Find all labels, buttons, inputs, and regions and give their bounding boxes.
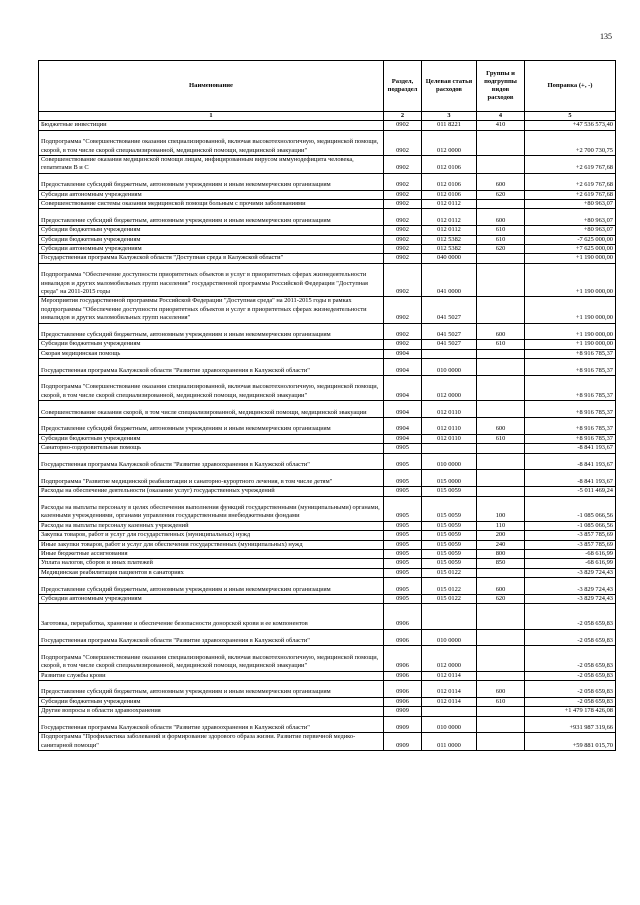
row-name-cell: Другие вопросы в области здравоохранения bbox=[39, 707, 384, 716]
row-type-cell bbox=[477, 671, 525, 680]
row-section-cell: 0902 bbox=[384, 209, 422, 226]
row-section-cell: 0902 bbox=[384, 245, 422, 254]
row-target-cell: 015 0059 bbox=[422, 487, 477, 496]
row-target-cell: 012 0114 bbox=[422, 697, 477, 706]
row-section-cell: 0904 bbox=[384, 359, 422, 376]
row-name-cell: Предоставление субсидий бюджетным, автономным учреждениям и иным некоммерческим организациям bbox=[39, 209, 384, 226]
row-amount-cell: +8 916 785,37 bbox=[525, 376, 616, 401]
row-name-cell: Иные бюджетные ассигнования bbox=[39, 550, 384, 559]
table-row bbox=[39, 173, 616, 190]
row-amount-cell: -2 058 659,83 bbox=[525, 646, 616, 671]
header-name: Наименование bbox=[39, 61, 384, 112]
row-name-cell: Санаторно-оздоровительная помощь bbox=[39, 444, 384, 453]
table-row bbox=[39, 681, 616, 698]
row-type-cell: 620 bbox=[477, 595, 525, 604]
row-target-cell: 012 0106 bbox=[422, 156, 477, 174]
row-name-cell: Закупка товаров, работ и услуг для государственных (муниципальных) нужд bbox=[39, 531, 384, 540]
row-type-cell: 600 bbox=[477, 418, 525, 435]
row-amount-cell: -2 058 659,83 bbox=[525, 604, 616, 629]
row-type-cell: 850 bbox=[477, 559, 525, 568]
row-target-cell: 012 0114 bbox=[422, 671, 477, 680]
row-amount-cell: +59 881 015,70 bbox=[525, 733, 616, 751]
row-name-cell: Совершенствование оказания медицинской помощи лицам, инфицированным вирусом иммунодефицита человека, гепатитами В и С bbox=[39, 156, 384, 174]
row-section-cell: 0902 bbox=[384, 254, 422, 263]
table-row bbox=[39, 487, 616, 496]
row-section-cell: 0902 bbox=[384, 235, 422, 244]
row-amount-cell: +8 916 785,37 bbox=[525, 349, 616, 358]
header-amendment: Поправка (+, -) bbox=[525, 61, 616, 112]
row-target-cell: 012 5382 bbox=[422, 245, 477, 254]
row-amount-cell: +80 963,07 bbox=[525, 209, 616, 226]
row-amount-cell: +2 619 767,68 bbox=[525, 173, 616, 190]
row-amount-cell: -8 841 193,67 bbox=[525, 444, 616, 453]
row-target-cell: 015 0059 bbox=[422, 540, 477, 549]
page-number: 135 bbox=[600, 32, 612, 41]
table-row bbox=[39, 697, 616, 706]
row-name-cell: Заготовка, переработка, хранение и обеспечение безопасности донорской крови и ее компонентов bbox=[39, 604, 384, 629]
column-number: 1 bbox=[39, 112, 384, 121]
row-section-cell: 0905 bbox=[384, 578, 422, 595]
row-name-cell: Мероприятия государственной программы Российской Федерации "Доступная среда" на 2011-2015 годы в рамках подпрограммы "Обеспечение доступности приоритетных объектов и услуг в приоритетных сферах жизнедеятельности инвалидов и других маломобильных групп населения" bbox=[39, 297, 384, 323]
row-name-cell: Скорая медицинская помощь bbox=[39, 349, 384, 358]
row-amount-cell: +1 190 000,00 bbox=[525, 263, 616, 297]
row-target-cell: 041 5027 bbox=[422, 340, 477, 349]
row-amount-cell: -7 625 000,00 bbox=[525, 235, 616, 244]
row-type-cell bbox=[477, 470, 525, 487]
table-row bbox=[39, 629, 616, 646]
row-target-cell: 012 0000 bbox=[422, 130, 477, 155]
row-target-cell: 010 0000 bbox=[422, 359, 477, 376]
row-target-cell bbox=[422, 349, 477, 358]
table-row bbox=[39, 453, 616, 470]
row-target-cell: 010 0000 bbox=[422, 453, 477, 470]
row-type-cell bbox=[477, 200, 525, 209]
table-row bbox=[39, 496, 616, 521]
row-section-cell: 0904 bbox=[384, 418, 422, 435]
row-name-cell: Предоставление субсидий бюджетным, автономным учреждениям и иным некоммерческим организациям bbox=[39, 681, 384, 698]
row-amount-cell: +8 916 785,37 bbox=[525, 418, 616, 435]
table-row bbox=[39, 156, 616, 174]
row-target-cell: 015 0059 bbox=[422, 531, 477, 540]
row-type-cell: 240 bbox=[477, 540, 525, 549]
row-amount-cell: +47 536 573,40 bbox=[525, 121, 616, 130]
row-type-cell: 800 bbox=[477, 550, 525, 559]
row-amount-cell: -2 058 659,83 bbox=[525, 681, 616, 698]
row-type-cell bbox=[477, 297, 525, 323]
row-target-cell bbox=[422, 604, 477, 629]
row-section-cell: 0902 bbox=[384, 226, 422, 235]
row-amount-cell: -1 085 066,56 bbox=[525, 496, 616, 521]
header-target: Целевая статья расходов bbox=[422, 61, 477, 112]
row-target-cell: 012 0110 bbox=[422, 401, 477, 418]
row-target-cell: 012 0000 bbox=[422, 646, 477, 671]
row-type-cell: 600 bbox=[477, 681, 525, 698]
row-target-cell: 011 0000 bbox=[422, 733, 477, 751]
row-amount-cell: +2 619 767,68 bbox=[525, 156, 616, 174]
row-name-cell: Предоставление субсидий бюджетным, автономным учреждениям и иным некоммерческим организациям bbox=[39, 323, 384, 340]
row-section-cell: 0909 bbox=[384, 716, 422, 733]
row-type-cell: 610 bbox=[477, 340, 525, 349]
row-section-cell: 0905 bbox=[384, 595, 422, 604]
row-type-cell bbox=[477, 130, 525, 155]
row-type-cell bbox=[477, 568, 525, 577]
row-target-cell bbox=[422, 444, 477, 453]
table-row bbox=[39, 521, 616, 530]
table-header-row bbox=[39, 61, 616, 112]
row-section-cell: 0909 bbox=[384, 733, 422, 751]
table-row bbox=[39, 595, 616, 604]
row-name-cell: Подпрограмма "Совершенствование оказания специализированной, включая высокотехнологичную, медицинской помощи, скорой, в том числе скорой специализированной, медицинской помощи, медицинской эвакуации" bbox=[39, 130, 384, 155]
row-name-cell: Подпрограмма "Профилактика заболеваний и формирование здорового образа жизни. Развитие первичной медико-санитарной помощи" bbox=[39, 733, 384, 751]
row-amount-cell: -68 616,99 bbox=[525, 559, 616, 568]
row-type-cell bbox=[477, 254, 525, 263]
row-amount-cell: +7 625 000,00 bbox=[525, 245, 616, 254]
table-row bbox=[39, 470, 616, 487]
row-section-cell: 0905 bbox=[384, 453, 422, 470]
table-row bbox=[39, 568, 616, 577]
table-row bbox=[39, 245, 616, 254]
row-amount-cell: +8 916 785,37 bbox=[525, 401, 616, 418]
row-section-cell: 0902 bbox=[384, 130, 422, 155]
row-name-cell: Государственная программа Калужской области "Развитие здравоохранения в Калужской области" bbox=[39, 359, 384, 376]
row-name-cell: Расходы на выплаты персоналу в целях обеспечения выполнения функций государственными (муниципальными) органами, казенными учреждениями, органами управления государственными внебюджетными фондами bbox=[39, 496, 384, 521]
table-row bbox=[39, 401, 616, 418]
row-section-cell: 0905 bbox=[384, 550, 422, 559]
row-amount-cell: -3 829 724,43 bbox=[525, 595, 616, 604]
row-type-cell: 610 bbox=[477, 235, 525, 244]
row-section-cell: 0905 bbox=[384, 559, 422, 568]
table-row bbox=[39, 550, 616, 559]
row-target-cell: 015 0000 bbox=[422, 470, 477, 487]
table-body bbox=[39, 121, 616, 751]
row-section-cell: 0902 bbox=[384, 263, 422, 297]
row-type-cell bbox=[477, 646, 525, 671]
row-name-cell: Государственная программа Калужской области "Доступная среда в Калужской области" bbox=[39, 254, 384, 263]
row-type-cell: 610 bbox=[477, 434, 525, 443]
row-type-cell bbox=[477, 376, 525, 401]
row-type-cell bbox=[477, 349, 525, 358]
row-target-cell: 012 0112 bbox=[422, 226, 477, 235]
table-row bbox=[39, 200, 616, 209]
row-section-cell: 0905 bbox=[384, 540, 422, 549]
row-section-cell: 0906 bbox=[384, 697, 422, 706]
row-section-cell: 0905 bbox=[384, 496, 422, 521]
row-target-cell: 010 0000 bbox=[422, 716, 477, 733]
row-section-cell: 0905 bbox=[384, 531, 422, 540]
row-target-cell: 015 0059 bbox=[422, 496, 477, 521]
row-type-cell: 200 bbox=[477, 531, 525, 540]
row-type-cell bbox=[477, 487, 525, 496]
table-row bbox=[39, 733, 616, 751]
row-target-cell: 012 5382 bbox=[422, 235, 477, 244]
row-amount-cell: -1 085 066,56 bbox=[525, 521, 616, 530]
row-amount-cell: -3 857 785,69 bbox=[525, 540, 616, 549]
row-type-cell bbox=[477, 401, 525, 418]
row-type-cell: 410 bbox=[477, 121, 525, 130]
table-row bbox=[39, 376, 616, 401]
row-name-cell: Развитие службы крови bbox=[39, 671, 384, 680]
row-target-cell: 015 0122 bbox=[422, 578, 477, 595]
row-section-cell: 0904 bbox=[384, 434, 422, 443]
row-target-cell bbox=[422, 707, 477, 716]
table-row bbox=[39, 235, 616, 244]
row-name-cell: Субсидии бюджетным учреждениям bbox=[39, 235, 384, 244]
row-name-cell: Иные закупки товаров, работ и услуг для обеспечения государственных (муниципальных) нужд bbox=[39, 540, 384, 549]
row-section-cell: 0904 bbox=[384, 349, 422, 358]
table-row bbox=[39, 359, 616, 376]
row-section-cell: 0902 bbox=[384, 190, 422, 199]
column-number-row bbox=[39, 112, 616, 121]
row-amount-cell: -5 011 469,24 bbox=[525, 487, 616, 496]
row-section-cell: 0905 bbox=[384, 470, 422, 487]
row-section-cell: 0902 bbox=[384, 173, 422, 190]
table-row bbox=[39, 418, 616, 435]
row-name-cell: Субсидии бюджетным учреждениям bbox=[39, 340, 384, 349]
row-amount-cell: +80 963,07 bbox=[525, 200, 616, 209]
row-type-cell bbox=[477, 453, 525, 470]
row-section-cell: 0906 bbox=[384, 681, 422, 698]
row-name-cell: Подпрограмма "Совершенствование оказания специализированной, включая высокотехнологичную, медицинской помощи, скорой, в том числе скорой специализированной, медицинской помощи, медицинской эвакуации" bbox=[39, 646, 384, 671]
table-row bbox=[39, 716, 616, 733]
table-row bbox=[39, 323, 616, 340]
row-section-cell: 0902 bbox=[384, 121, 422, 130]
row-amount-cell: -3 829 724,43 bbox=[525, 578, 616, 595]
row-amount-cell: +80 963,07 bbox=[525, 226, 616, 235]
row-section-cell: 0909 bbox=[384, 707, 422, 716]
row-type-cell: 600 bbox=[477, 173, 525, 190]
row-amount-cell: +1 479 178 426,08 bbox=[525, 707, 616, 716]
row-target-cell: 041 0000 bbox=[422, 263, 477, 297]
table-row bbox=[39, 297, 616, 323]
row-target-cell: 012 0114 bbox=[422, 681, 477, 698]
row-section-cell: 0904 bbox=[384, 376, 422, 401]
row-amount-cell: -2 058 659,83 bbox=[525, 697, 616, 706]
row-type-cell: 610 bbox=[477, 697, 525, 706]
row-section-cell: 0905 bbox=[384, 521, 422, 530]
table-row bbox=[39, 671, 616, 680]
row-amount-cell: -3 829 724,43 bbox=[525, 568, 616, 577]
row-target-cell: 041 5027 bbox=[422, 297, 477, 323]
row-amount-cell: +8 916 785,37 bbox=[525, 434, 616, 443]
row-type-cell bbox=[477, 629, 525, 646]
table-row bbox=[39, 707, 616, 716]
row-section-cell: 0905 bbox=[384, 444, 422, 453]
row-target-cell: 012 0110 bbox=[422, 418, 477, 435]
row-target-cell: 015 0059 bbox=[422, 559, 477, 568]
row-type-cell: 110 bbox=[477, 521, 525, 530]
row-target-cell: 012 0110 bbox=[422, 434, 477, 443]
table-row bbox=[39, 254, 616, 263]
table-row bbox=[39, 578, 616, 595]
row-type-cell bbox=[477, 156, 525, 174]
header-section: Раздел, подраздел bbox=[384, 61, 422, 112]
column-number: 2 bbox=[384, 112, 422, 121]
table-row bbox=[39, 209, 616, 226]
row-target-cell: 015 0059 bbox=[422, 550, 477, 559]
row-section-cell: 0904 bbox=[384, 401, 422, 418]
row-name-cell: Государственная программа Калужской области "Развитие здравоохранения в Калужской области" bbox=[39, 629, 384, 646]
row-type-cell bbox=[477, 716, 525, 733]
column-number: 4 bbox=[477, 112, 525, 121]
row-section-cell: 0902 bbox=[384, 156, 422, 174]
row-target-cell: 015 0122 bbox=[422, 568, 477, 577]
row-amount-cell: +8 916 785,37 bbox=[525, 359, 616, 376]
row-name-cell: Субсидии автономным учреждениям bbox=[39, 595, 384, 604]
row-target-cell: 012 0112 bbox=[422, 200, 477, 209]
row-type-cell bbox=[477, 604, 525, 629]
row-section-cell: 0906 bbox=[384, 604, 422, 629]
row-amount-cell: +1 190 000,00 bbox=[525, 340, 616, 349]
row-amount-cell: -3 857 785,69 bbox=[525, 531, 616, 540]
table-row bbox=[39, 121, 616, 130]
row-amount-cell: -8 841 193,67 bbox=[525, 453, 616, 470]
row-target-cell: 015 0122 bbox=[422, 595, 477, 604]
row-name-cell: Государственная программа Калужской области "Развитие здравоохранения в Калужской области" bbox=[39, 716, 384, 733]
row-target-cell: 012 0106 bbox=[422, 190, 477, 199]
row-section-cell: 0902 bbox=[384, 297, 422, 323]
row-type-cell: 610 bbox=[477, 226, 525, 235]
table-row bbox=[39, 190, 616, 199]
row-target-cell: 011 8221 bbox=[422, 121, 477, 130]
row-name-cell: Предоставление субсидий бюджетным, автономным учреждениям и иным некоммерческим организациям bbox=[39, 173, 384, 190]
table-row bbox=[39, 540, 616, 549]
row-section-cell: 0906 bbox=[384, 671, 422, 680]
row-name-cell: Расходы на обеспечение деятельности (оказание услуг) государственных учреждений bbox=[39, 487, 384, 496]
row-amount-cell: +1 190 000,00 bbox=[525, 254, 616, 263]
row-name-cell: Уплата налогов, сборов и иных платежей bbox=[39, 559, 384, 568]
row-type-cell bbox=[477, 444, 525, 453]
row-section-cell: 0902 bbox=[384, 323, 422, 340]
row-amount-cell: +2 619 767,68 bbox=[525, 190, 616, 199]
row-name-cell: Субсидии бюджетным учреждениям bbox=[39, 226, 384, 235]
table-row bbox=[39, 130, 616, 155]
row-section-cell: 0905 bbox=[384, 568, 422, 577]
header-groups: Группы и подгруппы видов расходов bbox=[477, 61, 525, 112]
row-type-cell bbox=[477, 359, 525, 376]
row-type-cell: 600 bbox=[477, 578, 525, 595]
row-target-cell: 012 0000 bbox=[422, 376, 477, 401]
row-type-cell: 620 bbox=[477, 245, 525, 254]
row-amount-cell: +2 700 730,75 bbox=[525, 130, 616, 155]
row-section-cell: 0905 bbox=[384, 487, 422, 496]
row-amount-cell: -68 616,99 bbox=[525, 550, 616, 559]
row-name-cell: Расходы на выплаты персоналу казенных учреждений bbox=[39, 521, 384, 530]
row-amount-cell: +1 190 000,00 bbox=[525, 297, 616, 323]
column-number: 5 bbox=[525, 112, 616, 121]
row-section-cell: 0906 bbox=[384, 629, 422, 646]
row-name-cell: Субсидии бюджетным учреждениям bbox=[39, 434, 384, 443]
table-row bbox=[39, 263, 616, 297]
row-type-cell: 100 bbox=[477, 496, 525, 521]
table-row bbox=[39, 226, 616, 235]
row-type-cell bbox=[477, 263, 525, 297]
row-amount-cell: -2 058 659,83 bbox=[525, 671, 616, 680]
row-target-cell: 041 5027 bbox=[422, 323, 477, 340]
row-amount-cell: -2 058 659,83 bbox=[525, 629, 616, 646]
row-target-cell: 012 0112 bbox=[422, 209, 477, 226]
table-row bbox=[39, 531, 616, 540]
row-name-cell: Подпрограмма "Развитие медицинской реабилитации и санаторно-курортного лечения, в том числе детям" bbox=[39, 470, 384, 487]
table-row bbox=[39, 349, 616, 358]
row-type-cell: 600 bbox=[477, 323, 525, 340]
row-type-cell bbox=[477, 733, 525, 751]
row-name-cell: Предоставление субсидий бюджетным, автономным учреждениям и иным некоммерческим организациям bbox=[39, 578, 384, 595]
row-name-cell: Бюджетные инвестиции bbox=[39, 121, 384, 130]
row-name-cell: Субсидии автономным учреждениям bbox=[39, 245, 384, 254]
row-type-cell: 620 bbox=[477, 190, 525, 199]
row-name-cell: Субсидии автономным учреждениям bbox=[39, 190, 384, 199]
row-section-cell: 0906 bbox=[384, 646, 422, 671]
table-row bbox=[39, 604, 616, 629]
row-target-cell: 015 0059 bbox=[422, 521, 477, 530]
row-name-cell: Медицинская реабилитация пациентов в санаториях bbox=[39, 568, 384, 577]
table-row bbox=[39, 434, 616, 443]
row-amount-cell: +1 190 000,00 bbox=[525, 323, 616, 340]
row-section-cell: 0902 bbox=[384, 200, 422, 209]
row-type-cell: 600 bbox=[477, 209, 525, 226]
budget-amendments-table bbox=[38, 60, 616, 751]
row-section-cell: 0902 bbox=[384, 340, 422, 349]
row-name-cell: Предоставление субсидий бюджетным, автономным учреждениям и иным некоммерческим организациям bbox=[39, 418, 384, 435]
row-target-cell: 040 0000 bbox=[422, 254, 477, 263]
row-target-cell: 010 0000 bbox=[422, 629, 477, 646]
row-name-cell: Совершенствование системы оказания медицинской помощи больным с прочими заболеваниями bbox=[39, 200, 384, 209]
table-row bbox=[39, 646, 616, 671]
row-name-cell: Субсидии бюджетным учреждениям bbox=[39, 697, 384, 706]
column-number: 3 bbox=[422, 112, 477, 121]
row-amount-cell: +931 987 319,66 bbox=[525, 716, 616, 733]
row-name-cell: Государственная программа Калужской области "Развитие здравоохранения в Калужской области" bbox=[39, 453, 384, 470]
table-row bbox=[39, 340, 616, 349]
row-name-cell: Совершенствование оказания скорой, в том числе специализированной, медицинской помощи, медицинской эвакуации bbox=[39, 401, 384, 418]
row-name-cell: Подпрограмма "Обеспечение доступности приоритетных объектов и услуг в приоритетных сферах жизнедеятельности инвалидов и других маломобильных групп населения" государственной программы Российской Федерации "Доступная среда" на 2011-2015 годы bbox=[39, 263, 384, 297]
row-target-cell: 012 0106 bbox=[422, 173, 477, 190]
row-type-cell bbox=[477, 707, 525, 716]
row-name-cell: Подпрограмма "Совершенствование оказания специализированной, включая высокотехнологичную, медицинской помощи, скорой, в том числе скорой специализированной, медицинской помощи, медицинской эвакуации" bbox=[39, 376, 384, 401]
table-row bbox=[39, 444, 616, 453]
table-row bbox=[39, 559, 616, 568]
row-amount-cell: -8 841 193,67 bbox=[525, 470, 616, 487]
